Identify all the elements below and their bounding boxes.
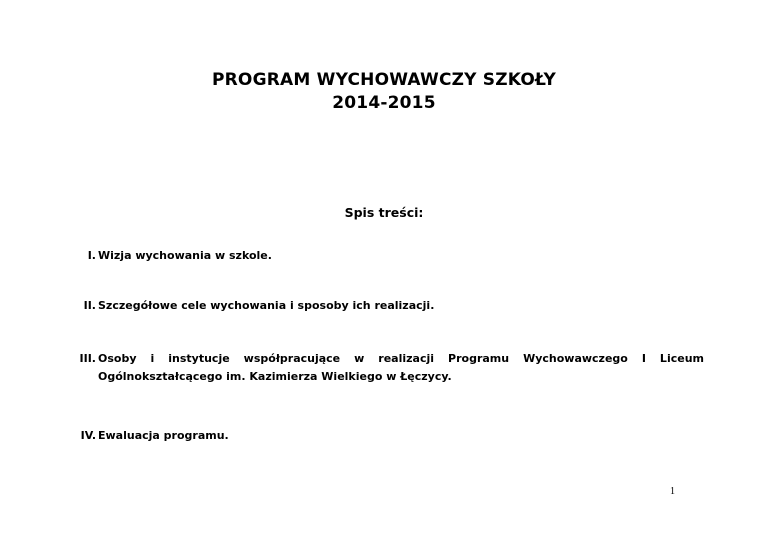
toc-heading: Spis treści:: [344, 205, 424, 220]
toc-item-number: II.: [83, 299, 96, 312]
toc-item-number: III.: [79, 352, 96, 365]
toc-item-text: Wizja wychowania w szkole.: [98, 249, 272, 262]
toc-item-text: Osoby i instytucje współpracujące w realizacji Programu Wychowawczego I Liceum Ogólnokształcącego im. Kazimierza Wielkiego w Łęczycy.: [98, 352, 704, 383]
toc-item-number: I.: [87, 249, 96, 262]
document-title: PROGRAM WYCHOWAWCZY SZKOŁY: [211, 70, 557, 90]
toc-item-text: Szczegółowe cele wychowania i sposoby ich realizacji.: [98, 299, 435, 312]
toc-item-number: IV.: [80, 429, 96, 442]
document-year: 2014-2015: [332, 93, 436, 113]
toc-item-text: Ewaluacja programu.: [98, 429, 229, 442]
page-number: 1: [670, 486, 675, 497]
